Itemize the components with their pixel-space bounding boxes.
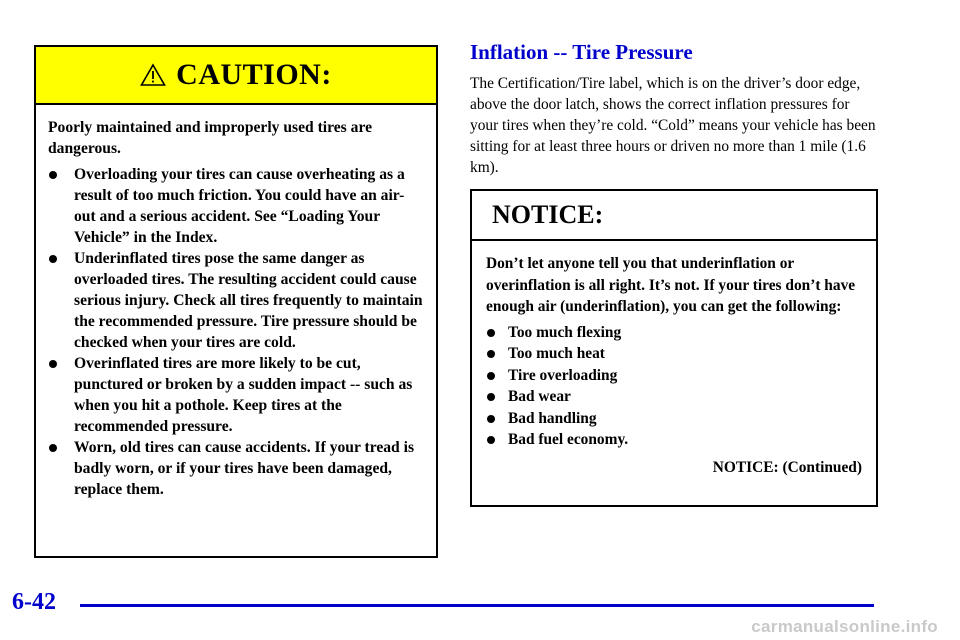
bullet-dot-icon [49, 255, 57, 263]
caution-bullet-text: Overloading your tires can cause overheating as a result of too much friction. You could have an air-out and a serious accident. See “Loading Your Vehicle” in the Index. [74, 166, 405, 246]
notice-bullet [486, 429, 862, 451]
notice-bullet [486, 365, 862, 387]
bullet-dot-icon [49, 360, 57, 368]
notice-continued: NOTICE: (Continued) [712, 458, 862, 476]
page-number: 6-42 [12, 589, 56, 615]
warning-triangle-icon [140, 63, 166, 87]
caution-bullet-text: Worn, old tires can cause accidents. If your tread is badly worn, or if your tires have been damaged, replace them. [74, 439, 415, 498]
caution-bullet [48, 248, 424, 353]
caution-body [36, 105, 436, 500]
notice-bullet-text: Tire overloading [508, 366, 618, 384]
footer-rule [80, 604, 874, 607]
notice-bullet [486, 408, 862, 430]
notice-header [472, 191, 876, 241]
notice-intro: Don’t let anyone tell you that underinflation or overinflation is all right. It’s not. If your tires don’t have enough air (underinflation), you can get the following: [486, 255, 856, 315]
notice-bullet [486, 322, 862, 344]
bullet-dot-icon [487, 436, 495, 444]
caution-box [34, 45, 438, 558]
caution-intro: Poorly maintained and improperly used tires are dangerous. [48, 119, 373, 157]
caution-bullet [48, 437, 424, 500]
notice-body [472, 241, 876, 478]
notice-bullet [486, 386, 862, 408]
notice-bullet-text: Too much heat [508, 345, 605, 362]
section-body: The Certification/Tire label, which is on the driver’s door edge, above the door latch, shows the correct inflation pressures for your tires when they’re cold. “Cold” means your vehicle has been sitting for at least three hours or driven no more than 1 mile (1.6 km). [470, 75, 876, 176]
caution-bullet [48, 164, 424, 248]
notice-bullet-text: Bad wear [508, 388, 571, 405]
bullet-dot-icon [487, 393, 495, 401]
notice-box [470, 189, 878, 507]
notice-bullet [486, 343, 862, 365]
bullet-dot-icon [487, 329, 495, 337]
notice-bullet-text: Bad handling [508, 409, 597, 427]
section-title: Inflation -- Tire Pressure [470, 40, 693, 64]
bullet-dot-icon [487, 372, 495, 380]
bullet-dot-icon [487, 350, 495, 358]
caution-bullet [48, 353, 424, 437]
caution-bullet-list [48, 164, 424, 500]
watermark: carmanualsonline.info [751, 617, 938, 636]
bullet-dot-icon [49, 444, 57, 452]
caution-bullet-text: Underinflated tires pose the same danger as overloaded tires. The resulting accident could cause serious injury. Check all tires frequently to maintain the recommended pressure. Tire pressure should be checked when your tires are cold. [74, 250, 423, 351]
caution-bullet-text: Overinflated tires are more likely to be cut, punctured or broken by a sudden impact -- such as when you hit a pothole. Keep tires at the recommended pressure. [74, 355, 413, 435]
caution-header [36, 47, 436, 105]
bullet-dot-icon [487, 415, 495, 423]
notice-bullet-list [486, 322, 862, 451]
notice-title: NOTICE: [492, 200, 604, 229]
notice-bullet-text: Bad fuel economy. [508, 431, 629, 448]
caution-title: CAUTION: [176, 58, 332, 91]
notice-bullet-text: Too much flexing [508, 323, 622, 341]
bullet-dot-icon [49, 171, 57, 179]
